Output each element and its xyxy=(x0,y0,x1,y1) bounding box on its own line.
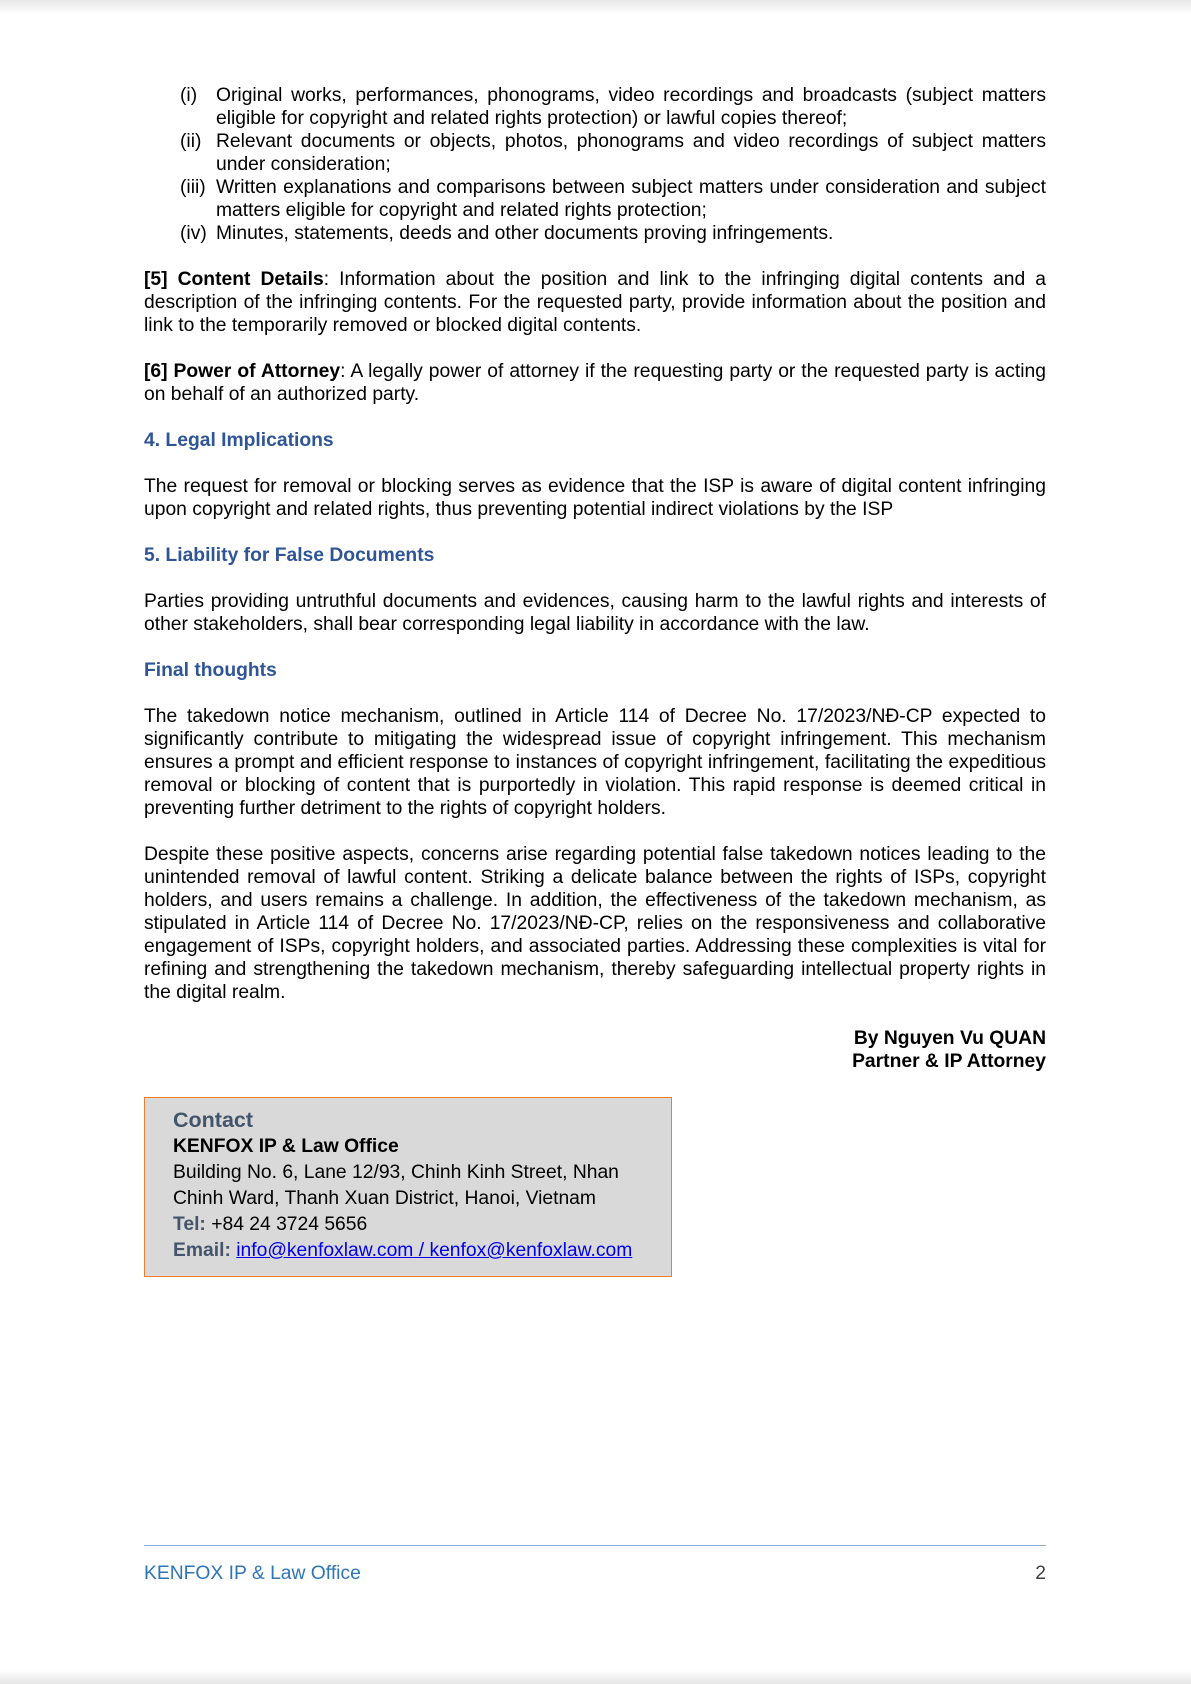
final-thoughts-paragraph-2: Despite these positive aspects, concerns arise regarding potential false takedown notices leading to the unintended removal of lawful content. Striking a delicate balance between the rights of ISPs, copyright holders, and users remains a challenge. In addition, the effectiveness of the takedown mechanism, as stipulated in Article 114 of Decree No. 17/2023/NĐ-CP, relies on the responsiveness and collaborative engagement of ISPs, copyright holders, and associated parties. Addressing these complexities is vital for refining and strengthening the takedown mechanism, thereby safeguarding intellectual property rights in the digital realm. xyxy=(144,844,1046,1003)
top-page-shadow xyxy=(0,0,1191,14)
list-item-text: Relevant documents or objects, photos, phonograms and video recordings of subject matters under consideration; xyxy=(216,131,1046,175)
list-item xyxy=(144,84,1046,130)
footer-divider xyxy=(144,1545,1046,1546)
contact-organization: KENFOX IP & Law Office xyxy=(173,1136,399,1157)
bottom-page-shadow xyxy=(0,1670,1191,1684)
content-details-paragraph xyxy=(144,268,1046,337)
contact-address-line-2: Chinh Ward, Thanh Xuan District, Hanoi, Vietnam xyxy=(173,1188,596,1209)
author-role: Partner & IP Attorney xyxy=(852,1051,1046,1072)
list-item-number: (iv) xyxy=(180,223,207,244)
email-label: Email: xyxy=(173,1240,231,1261)
liability-paragraph: Parties providing untruthful documents and evidences, causing harm to the lawful rights and interests of other stakeholders, shall bear corresponding legal liability in accordance with the law. xyxy=(144,591,1046,635)
legal-implications-paragraph: The request for removal or blocking serves as evidence that the ISP is aware of digital content infringing upon copyright and related rights, thus preventing potential indirect violations by the ISP xyxy=(144,476,1046,520)
list-item xyxy=(144,130,1046,176)
list-item-text: Minutes, statements, deeds and other documents proving infringements. xyxy=(216,223,834,244)
page-content xyxy=(144,84,1046,1277)
power-of-attorney-text: : A legally power of attorney if the requesting party or the requested party is acting on behalf of an authorized party. xyxy=(144,361,1046,405)
email-link-info[interactable]: info@kenfoxlaw.com xyxy=(236,1240,414,1261)
author-name: By Nguyen Vu QUAN xyxy=(853,1028,1046,1049)
contact-address-line-1: Building No. 6, Lane 12/93, Chinh Kinh Street, Nhan xyxy=(173,1162,619,1183)
tel-value: +84 24 3724 5656 xyxy=(205,1214,368,1235)
content-details-label: [5] Content Details xyxy=(144,269,324,290)
evidence-list xyxy=(144,84,1046,245)
list-item-number: (i) xyxy=(180,85,198,106)
signature-block xyxy=(144,1027,1046,1073)
power-of-attorney-label: [6] Power of Attorney xyxy=(144,361,341,382)
contact-email-row xyxy=(173,1238,653,1264)
power-of-attorney-paragraph xyxy=(144,360,1046,406)
contact-tel-row xyxy=(173,1212,653,1238)
list-item xyxy=(144,222,1046,245)
contact-box xyxy=(144,1097,672,1277)
list-item-number: (iii) xyxy=(180,177,206,198)
email-link-kenfox[interactable]: kenfox@kenfoxlaw.com xyxy=(429,1240,633,1261)
footer-organization: KENFOX IP & Law Office xyxy=(144,1563,361,1584)
final-thoughts-paragraph-1: The takedown notice mechanism, outlined in Article 114 of Decree No. 17/2023/NĐ-CP expected to significantly contribute to mitigating the widespread issue of copyright infringement. This mechanism ensures a prompt and efficient response to instances of copyright infringement, facilitating the expeditious removal or blocking of content that is purportedly in violation. This rapid response is deemed critical in preventing further detriment to the rights of copyright holders. xyxy=(144,706,1046,819)
section-heading-legal-implications: 4. Legal Implications xyxy=(144,430,334,451)
email-separator: / xyxy=(413,1240,430,1261)
list-item-text: Original works, performances, phonograms, video recordings and broadcasts (subject matters eligible for copyright and related rights protection) or lawful copies thereof; xyxy=(216,85,1046,129)
section-heading-final-thoughts: Final thoughts xyxy=(144,660,277,681)
section-heading-liability: 5. Liability for False Documents xyxy=(144,545,435,566)
list-item-number: (ii) xyxy=(180,131,202,152)
list-item xyxy=(144,176,1046,222)
content-details-text: : Information about the position and link to the infringing digital contents and a description of the infringing contents. For the requested party, provide information about the position and link to the temporarily removed or blocked digital contents. xyxy=(144,269,1046,336)
contact-title: Contact xyxy=(173,1108,254,1132)
page-number: 2 xyxy=(1035,1563,1046,1584)
tel-label: Tel: xyxy=(173,1214,206,1235)
list-item-text: Written explanations and comparisons between subject matters under consideration and subject matters eligible for copyright and related rights protection; xyxy=(216,177,1046,221)
